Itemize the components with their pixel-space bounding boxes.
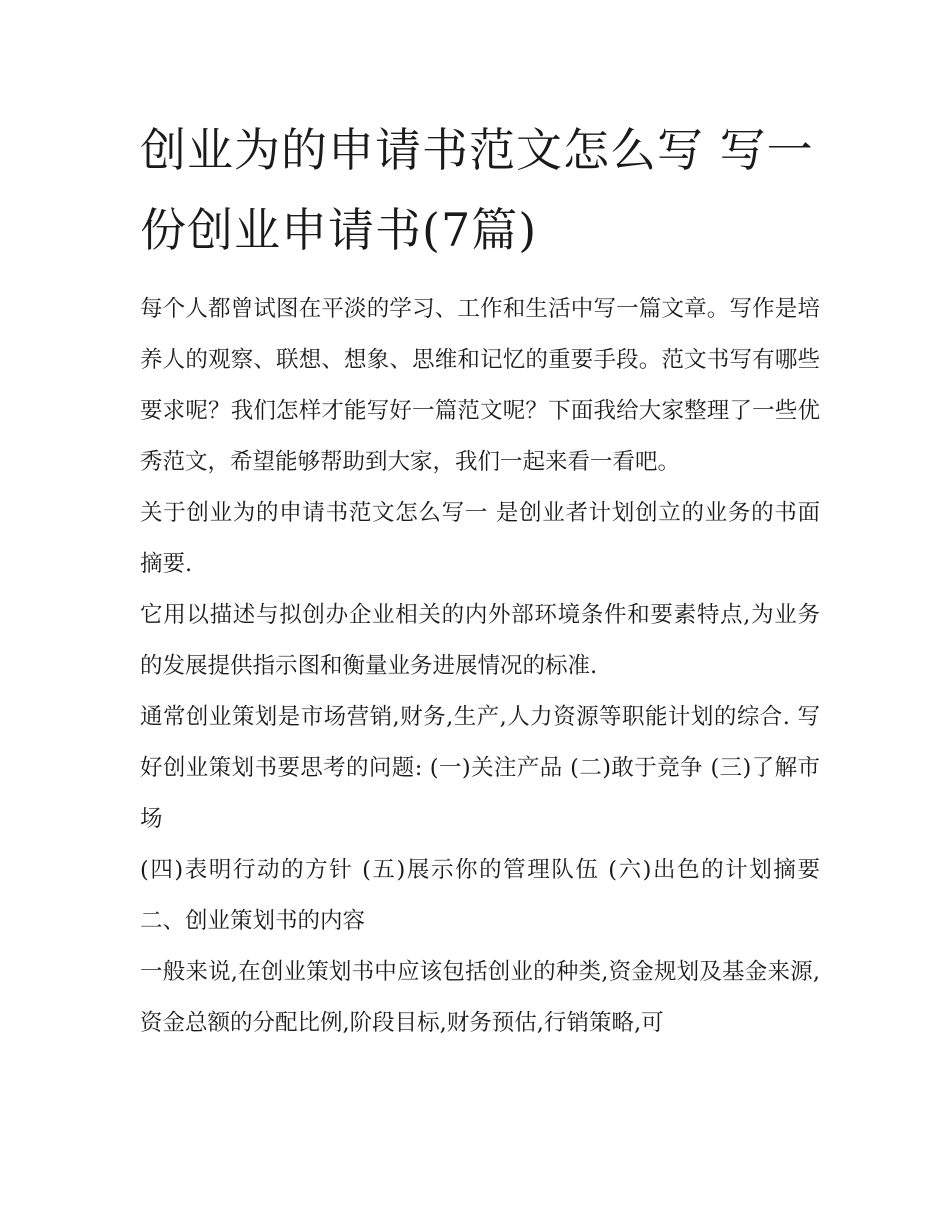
document-title: 创业为的申请书范文怎么写 写一份创业申请书(7篇) xyxy=(140,123,814,257)
document-page xyxy=(140,110,820,1049)
paragraph-2: 它用以描述与拟创办企业相关的内外部环境条件和要素特点,为业务的发展提供指示图和衡量业务进展情况的标准. xyxy=(140,602,820,679)
paragraph-5: 一般来说,在创业策划书中应该包括创业的种类,资金规划及基金来源,资金总额的分配比例,阶段目标,财务预估,行销策略,可 xyxy=(140,959,820,1036)
paragraph-4: (四)表明行动的方针 (五)展示你的管理队伍 (六)出色的计划摘要 二、创业策划书的内容 xyxy=(140,857,820,934)
paragraph-3: 通常创业策划是市场营销,财务,生产,人力资源等职能计划的综合. 写好创业策划书要思考的问题: (一)关注产品 (二)敢于竞争 (三)了解市场 xyxy=(140,704,820,832)
paragraph-1: 关于创业为的申请书范文怎么写一 是创业者计划创立的业务的书面摘要. xyxy=(140,500,820,577)
paragraph-intro: 每个人都曾试图在平淡的学习、工作和生活中写一篇文章。写作是培养人的观察、联想、想象、思维和记忆的重要手段。范文书写有哪些要求呢？我们怎样才能写好一篇范文呢？下面我给大家整理了一些优秀范文，希望能够帮助到大家，我们一起来看一看吧。 xyxy=(140,296,820,475)
